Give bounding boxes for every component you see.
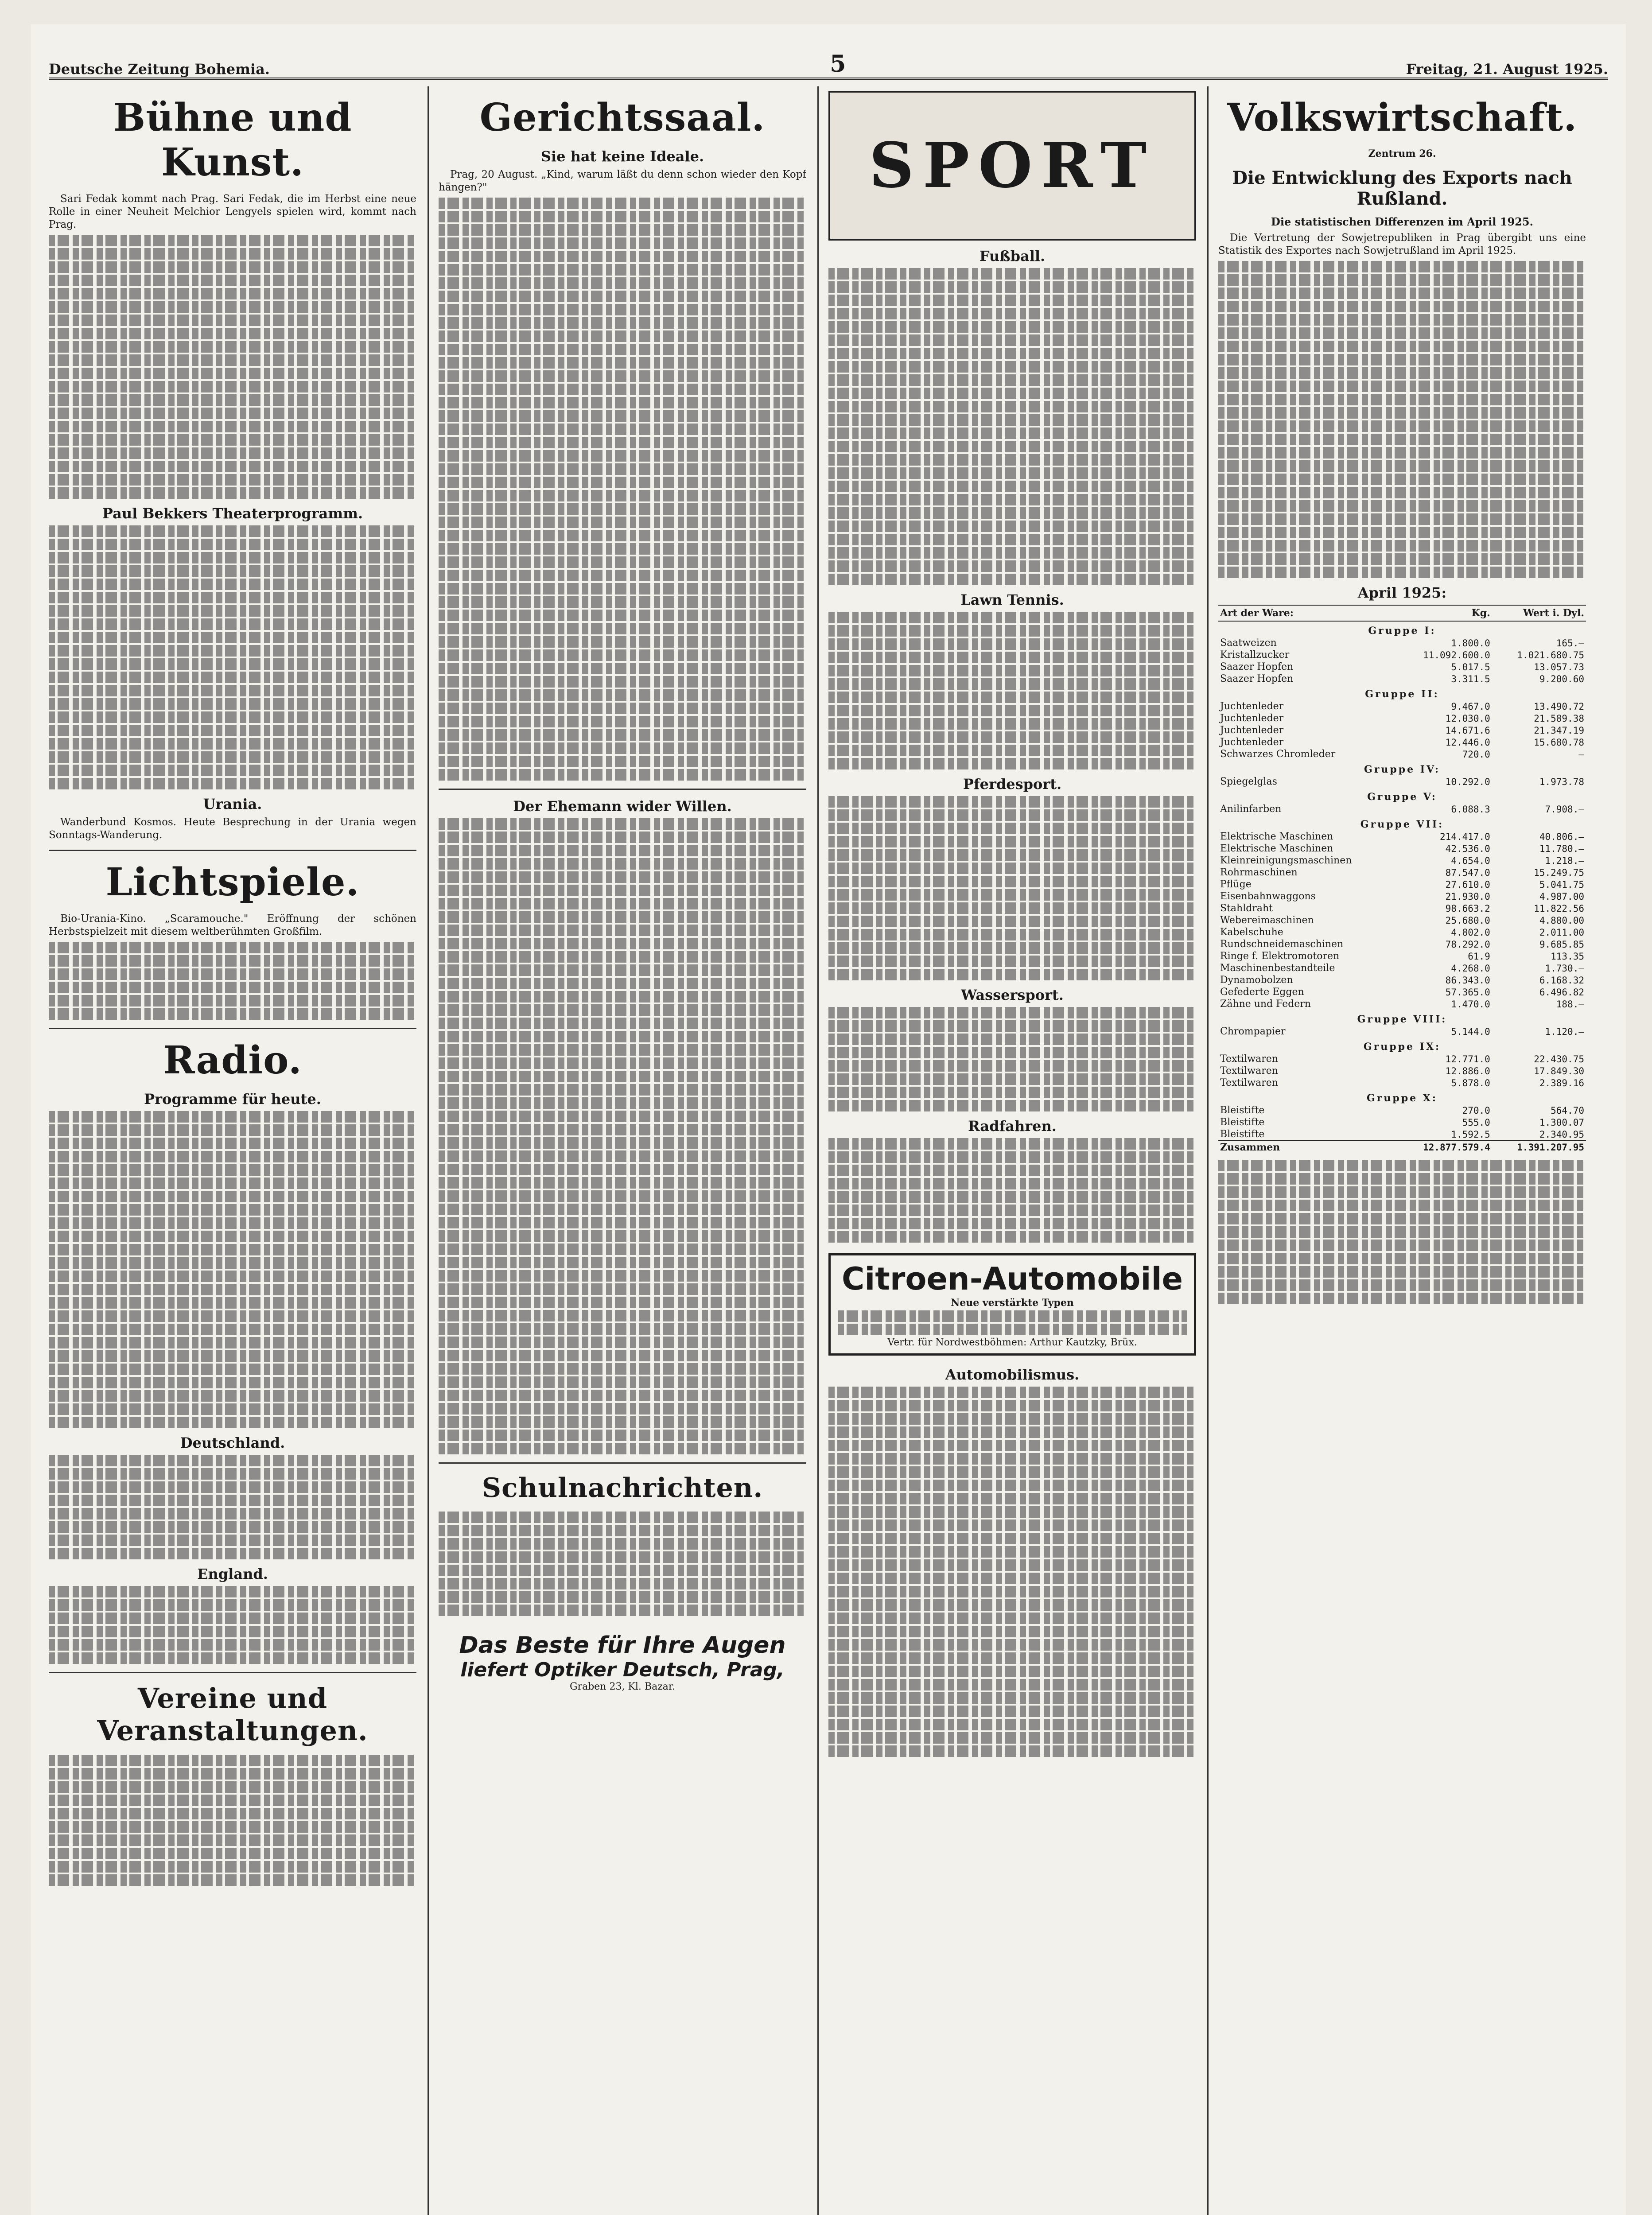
table-cell-kg: 5.144.0 [1451,1026,1490,1037]
subheading: Radfahren. [968,1118,1057,1135]
table-cell-goods: Dynamobolzen [1220,975,1293,986]
table-cell-kg: 12.886.0 [1445,1065,1490,1076]
table-row [1218,855,1586,867]
table-total-row [1218,1141,1586,1154]
subheading: Deutschland. [180,1434,285,1451]
table-cell-value: 21.347.19 [1534,725,1584,736]
table-row [1218,950,1586,962]
table-cell-goods: Spiegelglas [1220,776,1277,787]
table-row [1218,673,1586,685]
table-group-row [1218,1089,1586,1104]
subheading: Urania. [203,796,262,812]
table-cell-kg: 12.771.0 [1445,1053,1490,1065]
subheading: Sie hat keine Ideale. [540,148,704,165]
table-cell-kg: 555.0 [1462,1117,1490,1128]
table-cell-kg: 12.446.0 [1445,737,1490,748]
table-cell-kg: 720.0 [1462,749,1490,760]
table-row [1218,914,1586,926]
article-title-export: Die Entwicklung des Exports nach Rußland. [1232,167,1572,209]
table-cell-kg: 214.417.0 [1440,831,1490,842]
table-group-row [1218,815,1586,831]
subheading: Der Ehemann wider Willen. [513,798,732,815]
table-row [1218,776,1586,788]
ad-address: Graben 23, Kl. Bazar. [570,1681,675,1692]
table-cell-kg: 6.088.3 [1451,804,1490,815]
table-cell-kg: 21.930.0 [1445,891,1490,902]
table-group-label: Gruppe V: [1367,791,1437,803]
table-cell-kg: 27.610.0 [1445,879,1490,890]
table-cell-value: 15.249.75 [1534,867,1584,878]
table-cell-goods: Textilwaren [1220,1077,1278,1088]
table-cell-value: 2.340.95 [1539,1129,1584,1140]
table-cell-value: 40.806.— [1539,831,1584,842]
article-text: Bio-Urania-Kino. „Scaramouche." Eröffnung der schönen Herbstspielzeit mit diesem weltberühmten Großfilm. [49,913,416,937]
article-text: Wanderbund Kosmos. Heute Besprechung in der Urania wegen Sonntags-Wanderung. [49,816,416,841]
sport-banner [828,91,1196,241]
table-group-row [1218,760,1586,776]
ad-subline: Neue verstärkte Typen [951,1297,1074,1309]
table-total-cell: 1.391.207.95 [1492,1141,1586,1154]
table-cell-goods: Kristallzucker [1220,649,1290,661]
table-cell-goods: Rundschneidemaschinen [1220,939,1344,950]
table-group-row [1218,1038,1586,1053]
table-cell-kg: 1.592.5 [1451,1129,1490,1140]
table-cell-goods: Bleistifte [1220,1105,1265,1116]
export-table [1218,605,1586,1154]
table-group-label: Gruppe IX: [1363,1041,1441,1053]
table-row [1218,1077,1586,1089]
table-cell-goods: Ringe f. Elektromotoren [1220,951,1340,962]
table-row [1218,867,1586,878]
table-row [1218,974,1586,986]
subheading: Paul Bekkers Theaterprogramm. [102,505,363,522]
table-cell-value: 13.490.72 [1534,701,1584,712]
table-cell-kg: 1.470.0 [1451,999,1490,1010]
table-group-row [1218,1010,1586,1026]
table-group-label: Gruppe IV: [1364,764,1441,775]
subheading: Automobilismus. [945,1366,1080,1383]
table-cell-goods: Stahldraht [1220,903,1273,914]
table-cell-goods: Chrompapier [1220,1026,1286,1037]
table-cell-value: 2.011.00 [1539,927,1584,938]
table-row [1218,1053,1586,1065]
article-text: Prag, 20 August. „Kind, warum läßt du denn schon wieder den Kopf hängen?" [439,169,806,193]
table-cell-goods: Textilwaren [1220,1065,1278,1076]
table-cell-kg: 3.311.5 [1451,673,1490,684]
subheading: Lawn Tennis. [960,591,1064,608]
table-cell-kg: 86.343.0 [1445,975,1490,986]
table-cell-value: 1.120.— [1545,1026,1584,1037]
table-cell-goods: Bleistifte [1220,1117,1265,1128]
table-cell-goods: Gefederte Eggen [1220,987,1304,998]
table-row [1218,712,1586,724]
table-cell-goods: Schwarzes Chromleder [1220,749,1336,760]
table-cell-value: 11.822.56 [1534,903,1584,914]
table-cell-goods: Anilinfarben [1220,804,1282,815]
table-cell-kg: 5.878.0 [1451,1077,1490,1088]
header-paper-name: Deutsche Zeitung Bohemia. [49,61,270,78]
subheading: Wassersport. [961,987,1064,1003]
subheading: England. [197,1566,268,1582]
table-cell-goods: Webereimaschinen [1220,915,1314,926]
column-economy [1218,86,1586,2215]
column-rule [1207,86,1209,2215]
table-cell-value: 6.496.82 [1539,987,1584,998]
column-rule [428,86,429,2215]
table-row [1218,803,1586,815]
article-text: Sari Fedak kommt nach Prag. Sari Fedak, die im Herbst eine neue Rolle in einer Neuheit Melchior Lengyels spielen wird, kommt nach Prag. [49,193,416,230]
table-cell-goods: Elektrische Maschinen [1220,843,1333,854]
ad-footer: Vertr. für Nordwestböhmen: Arthur Kautzky, Brüx. [887,1337,1137,1348]
ad-headline: Citroen-Automobile [842,1261,1183,1297]
table-cell-value: 15.680.78 [1534,737,1584,748]
table-total-cell: 12.877.579.4 [1398,1141,1492,1154]
table-row [1218,649,1586,661]
table-cell-kg: 25.680.0 [1445,915,1490,926]
table-cell-goods: Juchtenleder [1220,713,1284,724]
table-cell-kg: 1.800.0 [1451,637,1490,649]
table-cell-goods: Elektrische Maschinen [1220,831,1333,842]
table-row [1218,831,1586,843]
section-title-volkswirtschaft: Volkswirtschaft. [1227,95,1578,140]
newspaper-page [31,24,1626,2215]
subheading: Programme für heute. [144,1091,321,1108]
table-group-label: Gruppe VIII: [1357,1014,1447,1025]
table-cell-value: 9.200.60 [1539,673,1584,684]
table-group-label: Gruppe VII: [1360,819,1444,830]
table-row [1218,1026,1586,1038]
table-cell-goods: Kleinreinigungsmaschinen [1220,855,1352,866]
advertisement-optiker [439,1627,806,1698]
table-cell-goods: Saazer Hopfen [1220,661,1294,672]
table-header: Wert i. Dyl. [1492,605,1586,621]
table-cell-value: 1.730.— [1545,963,1584,974]
table-cell-goods: Juchtenleder [1220,701,1284,712]
table-cell-kg: 9.467.0 [1451,701,1490,712]
table-cell-kg: 98.663.2 [1445,903,1490,914]
section-title-schulnachrichten: Schulnachrichten. [482,1473,763,1504]
table-row [1218,998,1586,1010]
table-row [1218,1128,1586,1141]
table-cell-value: 1.973.78 [1539,776,1584,787]
table-row [1218,938,1586,950]
table-cell-kg: 87.547.0 [1445,867,1490,878]
table-cell-goods: Pflüge [1220,879,1252,890]
table-cell-value: 188.— [1556,999,1584,1010]
table-cell-kg: 5.017.5 [1451,661,1490,672]
table-row [1218,661,1586,673]
table-cell-kg: 12.030.0 [1445,713,1490,724]
table-cell-goods: Maschinenbestandteile [1220,963,1335,974]
table-cell-value: 1.218.— [1545,855,1584,866]
table-row [1218,1104,1586,1116]
table-cell-kg: 78.292.0 [1445,939,1490,950]
section-title-buehne: Bühne und Kunst. [113,95,352,185]
table-row [1218,748,1586,760]
table-group-label: Gruppe I: [1368,625,1436,637]
table-cell-value: 9.685.85 [1539,939,1584,950]
table-cell-kg: 11.092.600.0 [1423,649,1490,661]
header-date: Freitag, 21. August 1925. [1406,61,1608,78]
ad-company: liefert Optiker Deutsch, Prag, [460,1659,785,1681]
table-cell-kg: 57.365.0 [1445,987,1490,998]
ad-headline: Das Beste für Ihre Augen [459,1632,786,1659]
table-cell-goods: Zähne und Federn [1220,999,1311,1010]
article-text: Die Vertretung der Sowjetrepubliken in Prag übergibt uns eine Statistik des Exportes nach Sowjetrußland im April 1925. [1218,232,1586,256]
column-culture [49,86,416,2215]
table-header: Art der Ware: [1218,605,1398,621]
table-row [1218,902,1586,914]
section-title-radio: Radio. [163,1038,302,1083]
page-header [49,42,1608,80]
table-cell-value: 13.057.73 [1534,661,1584,672]
table-row [1218,878,1586,890]
table-cell-value: 4.987.00 [1539,891,1584,902]
column-rule [817,86,819,2215]
table-cell-goods: Kabelschuhe [1220,927,1283,938]
table-row [1218,724,1586,736]
table-cell-value: 22.430.75 [1534,1053,1584,1065]
table-header: Kg. [1398,605,1492,621]
subheading: Zentrum 26. [1368,148,1436,159]
table-row [1218,890,1586,902]
section-title-gerichtssaal: Gerichtssaal. [479,95,766,140]
table-cell-kg: 4.802.0 [1451,927,1490,938]
table-cell-kg: 61.9 [1468,951,1490,962]
table-cell-value: 4.880.00 [1539,915,1584,926]
table-cell-value: 11.780.— [1539,843,1584,854]
table-group-row [1218,685,1586,700]
table-row [1218,637,1586,649]
table-group-row [1218,621,1586,637]
column-sport [828,86,1196,2215]
table-row [1218,1065,1586,1077]
table-cell-goods: Bleistifte [1220,1129,1265,1140]
subheading: Die statistischen Differenzen im April 1925. [1271,215,1533,228]
table-cell-value: 21.589.38 [1534,713,1584,724]
header-page-number: 5 [830,51,846,78]
table-caption: April 1925: [1357,584,1447,601]
table-cell-kg: 10.292.0 [1445,776,1490,787]
table-total-cell: Zusammen [1218,1141,1398,1154]
table-cell-value: 5.041.75 [1539,879,1584,890]
table-row [1218,843,1586,855]
section-title-lichtspiele: Lichtspiele. [105,860,360,905]
table-cell-goods: Juchtenleder [1220,725,1284,736]
table-row [1218,926,1586,938]
table-row [1218,962,1586,974]
table-cell-goods: Juchtenleder [1220,737,1284,748]
table-cell-kg: 4.268.0 [1451,963,1490,974]
table-cell-kg: 4.654.0 [1451,855,1490,866]
sport-banner-title: SPORT [869,129,1156,202]
subheading: Pferdesport. [963,776,1062,793]
table-cell-goods: Saatweizen [1220,637,1277,649]
table-cell-goods: Saazer Hopfen [1220,673,1294,684]
table-cell-goods: Eisenbahnwaggons [1220,891,1316,902]
table-cell-value: 7.908.— [1545,804,1584,815]
section-title-vereine: Vereine und Veranstaltungen. [97,1682,368,1747]
column-court [439,86,806,2215]
table-row [1218,700,1586,712]
table-row [1218,1116,1586,1128]
table-group-row [1218,788,1586,803]
table-cell-kg: 42.536.0 [1445,843,1490,854]
table-cell-value: 564.70 [1551,1105,1584,1116]
table-cell-goods: Textilwaren [1220,1053,1278,1065]
table-row [1218,736,1586,748]
table-group-label: Gruppe X: [1367,1092,1438,1104]
table-cell-value: 113.35 [1551,951,1584,962]
table-row [1218,986,1586,998]
table-cell-value: 1.300.07 [1539,1117,1584,1128]
table-cell-kg: 270.0 [1462,1105,1490,1116]
table-cell-value: 17.849.30 [1534,1065,1584,1076]
table-cell-goods: Rohrmaschinen [1220,867,1298,878]
subheading: Fußball. [979,248,1046,264]
table-cell-value: 165.— [1556,637,1584,649]
table-cell-value: 6.168.32 [1539,975,1584,986]
table-cell-value: — [1578,749,1584,760]
table-cell-kg: 14.671.6 [1445,725,1490,736]
table-group-label: Gruppe II: [1365,688,1439,700]
table-cell-value: 1.021.680.75 [1517,649,1584,661]
table-cell-value: 2.389.16 [1539,1077,1584,1088]
advertisement-citroen [828,1253,1196,1356]
